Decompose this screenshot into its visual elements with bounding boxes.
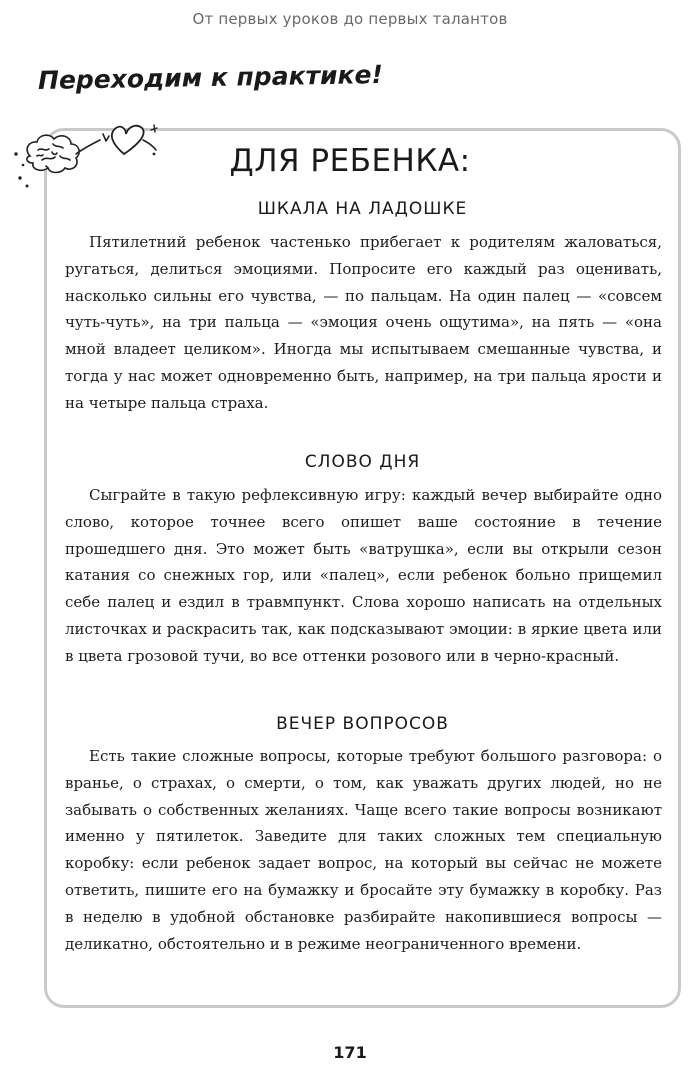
subsection-text: Пятилетний ребенок частенько прибегает к родителям жаловаться, ругаться, делиться эмоциями. Попросите его каждый раз оценивать, насколько сильны его чувства, — по пальцам. На один палец — «совсем чуть-чуть», на три пальца — «эмоция очень ощутима», на пять — «она мной владеет целиком». Иногда мы испытываем смешанные чувства, и тогда у нас может одновременно быть, например, на три пальца ярости и на четыре пальца страха. — [65, 233, 662, 412]
sparkle-icon — [151, 125, 157, 132]
sparkle-icon — [103, 134, 109, 141]
page-number: 171 — [333, 1043, 367, 1062]
dot-icon — [26, 185, 29, 188]
subsection-title: ВЕЧЕР ВОПРОСОВ — [276, 714, 449, 734]
box-heading: ДЛЯ РЕБЕНКА: — [229, 143, 471, 179]
subsection-text: Есть такие сложные вопросы, которые требуют большого разговора: о вранье, о страхах, о смерти, о том, как уважать других людей, но не забывать о собственных желаниях. Чаще всего такие вопросы возникают именно у пятилеток. Заведите для таких сложных тем специальную коробку: если ребенок задает вопрос, на который вы сейчас не можете ответить, пишите его на бумажку и бросайте эту бумажку в коробку. Раз в неделю в удобной обстановке разбирайте накопившиеся вопросы — деликатно, обстоятельно и в режиме неограниченного времени. — [65, 747, 662, 953]
running-head: От первых уроков до первых талантов — [192, 10, 508, 28]
section-title: Переходим к практике! — [37, 59, 384, 95]
subsection-title: ШКАЛА НА ЛАДОШКЕ — [257, 199, 468, 219]
subsection-text: Сыграйте в такую рефлексивную игру: каждый вечер выбирайте одно слово, которое точнее всего опишет ваше состояние в течение прошедшего дня. Это может быть «ватрушка», если вы открыли сезон катания со снежных гор, или «палец», если ребенок больно прищемил себе палец и ездил в травмпункт. Слова хорошо написать на отдельных листочках и раскрасить так, как подсказывают эмоции: в яркие цвета или в цвета грозовой тучи, во все оттенки розового или в черно-красный. — [65, 486, 662, 665]
subsection-title: СЛОВО ДНЯ — [304, 452, 421, 472]
